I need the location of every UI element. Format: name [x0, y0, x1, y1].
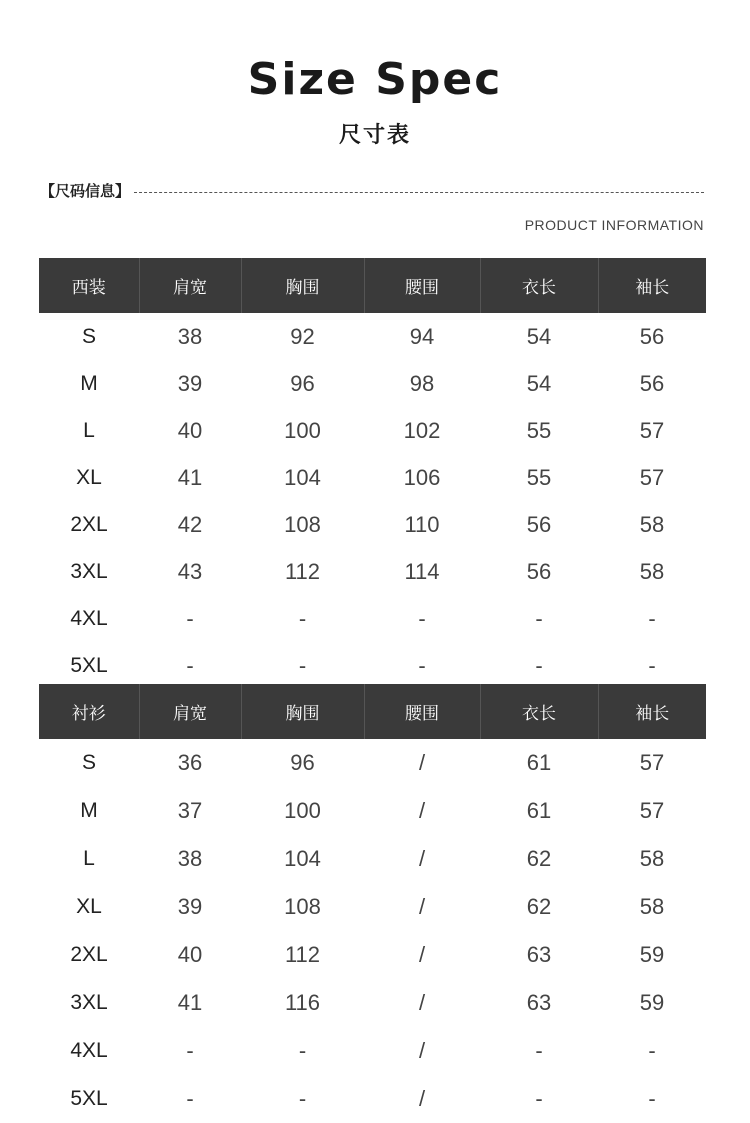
column-header: 胸围 — [241, 684, 364, 739]
size-info-row — [40, 180, 704, 201]
table-cell: 43 — [177, 558, 203, 584]
table-header-row — [39, 684, 706, 739]
table-cell: - — [186, 605, 194, 631]
size-cell: L — [83, 847, 95, 870]
size-cell: 2XL — [70, 943, 108, 966]
column-header: 衣长 — [480, 258, 598, 313]
table-cell: 63 — [526, 990, 552, 1015]
table-cell: 57 — [639, 798, 665, 823]
dashed-divider — [134, 192, 704, 193]
table-cell: 94 — [409, 323, 435, 349]
page-title: Size Spec — [247, 54, 503, 105]
size-cell: 5XL — [70, 653, 108, 677]
table-cell: 58 — [639, 894, 665, 919]
column-header: 西装 — [39, 258, 139, 313]
table-cell: 114 — [404, 558, 440, 584]
table-cell: 112 — [284, 558, 321, 584]
table-cell: 41 — [177, 464, 203, 490]
size-cell: XL — [76, 895, 102, 918]
table-cell: 38 — [177, 846, 203, 871]
size-cell: S — [81, 324, 96, 348]
size-cell: XL — [76, 465, 102, 489]
size-cell: 2XL — [70, 512, 108, 536]
table-cell: 55 — [526, 417, 552, 443]
table-cell: 112 — [284, 942, 321, 967]
table-cell: / — [418, 1086, 426, 1111]
table-cell: 106 — [403, 464, 441, 490]
table-cell: 58 — [639, 511, 665, 537]
table-row — [39, 548, 706, 595]
column-header: 胸围 — [241, 258, 364, 313]
table-cell: 57 — [639, 464, 665, 490]
size-info-label: 【尺码信息】 — [40, 183, 131, 200]
table-cell: 56 — [639, 370, 665, 396]
table-cell: - — [298, 652, 307, 678]
table-cell: 54 — [526, 370, 552, 396]
table-header-row — [39, 258, 706, 313]
table-cell: 61 — [526, 798, 552, 823]
table-row — [39, 407, 706, 454]
table-cell: 108 — [284, 894, 321, 919]
table-cell: - — [535, 1038, 543, 1063]
table-cell: 38 — [177, 323, 203, 349]
table-row — [39, 835, 706, 883]
table-cell: - — [535, 605, 543, 631]
table-cell: / — [418, 990, 426, 1015]
table-cell: 104 — [284, 846, 321, 871]
table-cell: - — [535, 1086, 543, 1111]
table-cell: 61 — [526, 750, 552, 775]
size-cell: M — [80, 799, 98, 822]
table-cell: - — [298, 1038, 307, 1063]
table-cell: 100 — [284, 798, 321, 823]
table-cell: 37 — [177, 798, 203, 823]
table-cell: 104 — [284, 464, 321, 490]
table-cell: 57 — [639, 750, 665, 775]
table-cell: 96 — [290, 750, 315, 775]
table-cell: - — [298, 605, 307, 631]
size-cell: 4XL — [70, 1039, 108, 1062]
table-cell: 58 — [639, 558, 665, 584]
table-cell: 56 — [526, 511, 552, 537]
column-header: 袖长 — [598, 684, 706, 739]
table-row — [39, 1027, 706, 1075]
column-header: 衣长 — [480, 684, 598, 739]
table-cell: 55 — [526, 464, 552, 490]
suit-size-table — [39, 258, 706, 689]
table-cell: - — [298, 1086, 307, 1111]
size-cell: 4XL — [70, 606, 108, 630]
table-cell: - — [648, 605, 656, 631]
table-cell: 63 — [526, 942, 552, 967]
table-cell: 57 — [639, 417, 665, 443]
table-cell: - — [648, 652, 656, 678]
size-cell: 3XL — [70, 991, 108, 1014]
size-cell: 3XL — [70, 559, 108, 583]
page-subtitle: 尺寸表 — [338, 122, 411, 147]
table-cell: 98 — [409, 370, 435, 396]
table-cell: / — [418, 798, 426, 823]
column-header: 腰围 — [364, 684, 480, 739]
table-cell: - — [535, 652, 543, 678]
column-header: 衬衫 — [39, 684, 139, 739]
column-header: 袖长 — [598, 258, 706, 313]
table-cell: / — [418, 846, 426, 871]
table-cell: 110 — [404, 511, 440, 537]
column-header: 腰围 — [364, 258, 480, 313]
table-cell: 100 — [284, 417, 321, 443]
table-cell: 56 — [526, 558, 552, 584]
table-cell: / — [418, 942, 426, 967]
table-row — [39, 787, 706, 835]
column-header: 肩宽 — [139, 258, 241, 313]
table-cell: 40 — [177, 417, 203, 443]
size-cell: S — [81, 751, 96, 774]
table-row — [39, 454, 706, 501]
table-cell: - — [186, 652, 194, 678]
table-cell: 116 — [284, 990, 321, 1015]
table-cell: 54 — [526, 323, 552, 349]
size-cell: L — [83, 418, 95, 442]
table-cell: 40 — [177, 942, 203, 967]
table-row — [39, 360, 706, 407]
table-cell: 36 — [177, 750, 203, 775]
table-cell: 62 — [526, 846, 552, 871]
table-cell: 58 — [639, 846, 665, 871]
table-cell: / — [418, 894, 426, 919]
table-cell: 96 — [290, 370, 315, 396]
shirt-size-table — [39, 684, 706, 1123]
table-cell: 42 — [177, 511, 203, 537]
size-cell: 5XL — [70, 1087, 108, 1110]
table-row — [39, 931, 706, 979]
table-row — [39, 979, 706, 1027]
table-row — [39, 501, 706, 548]
table-row — [39, 883, 706, 931]
table-cell: 41 — [177, 990, 203, 1015]
product-information-label: PRODUCT INFORMATION — [524, 217, 704, 233]
table-cell: 108 — [284, 511, 321, 537]
table-cell: 92 — [290, 323, 315, 349]
table-cell: 56 — [639, 323, 665, 349]
table-cell: 59 — [639, 990, 665, 1015]
table-row — [39, 313, 706, 360]
table-cell: - — [186, 1038, 194, 1063]
table-cell: / — [418, 750, 426, 775]
table-cell: - — [648, 1038, 656, 1063]
table-cell: / — [418, 1038, 426, 1063]
table-cell: 39 — [177, 370, 203, 396]
table-row — [39, 739, 706, 787]
table-row — [39, 595, 706, 642]
table-cell: 39 — [177, 894, 203, 919]
table-row — [39, 1075, 706, 1123]
size-cell: M — [80, 371, 98, 395]
table-cell: - — [418, 652, 426, 678]
table-cell: 102 — [403, 417, 441, 443]
table-cell: 62 — [526, 894, 552, 919]
table-cell: - — [648, 1086, 656, 1111]
column-header: 肩宽 — [139, 684, 241, 739]
table-cell: - — [186, 1086, 194, 1111]
table-cell: - — [418, 605, 426, 631]
table-cell: 59 — [639, 942, 665, 967]
table-row — [39, 642, 706, 689]
